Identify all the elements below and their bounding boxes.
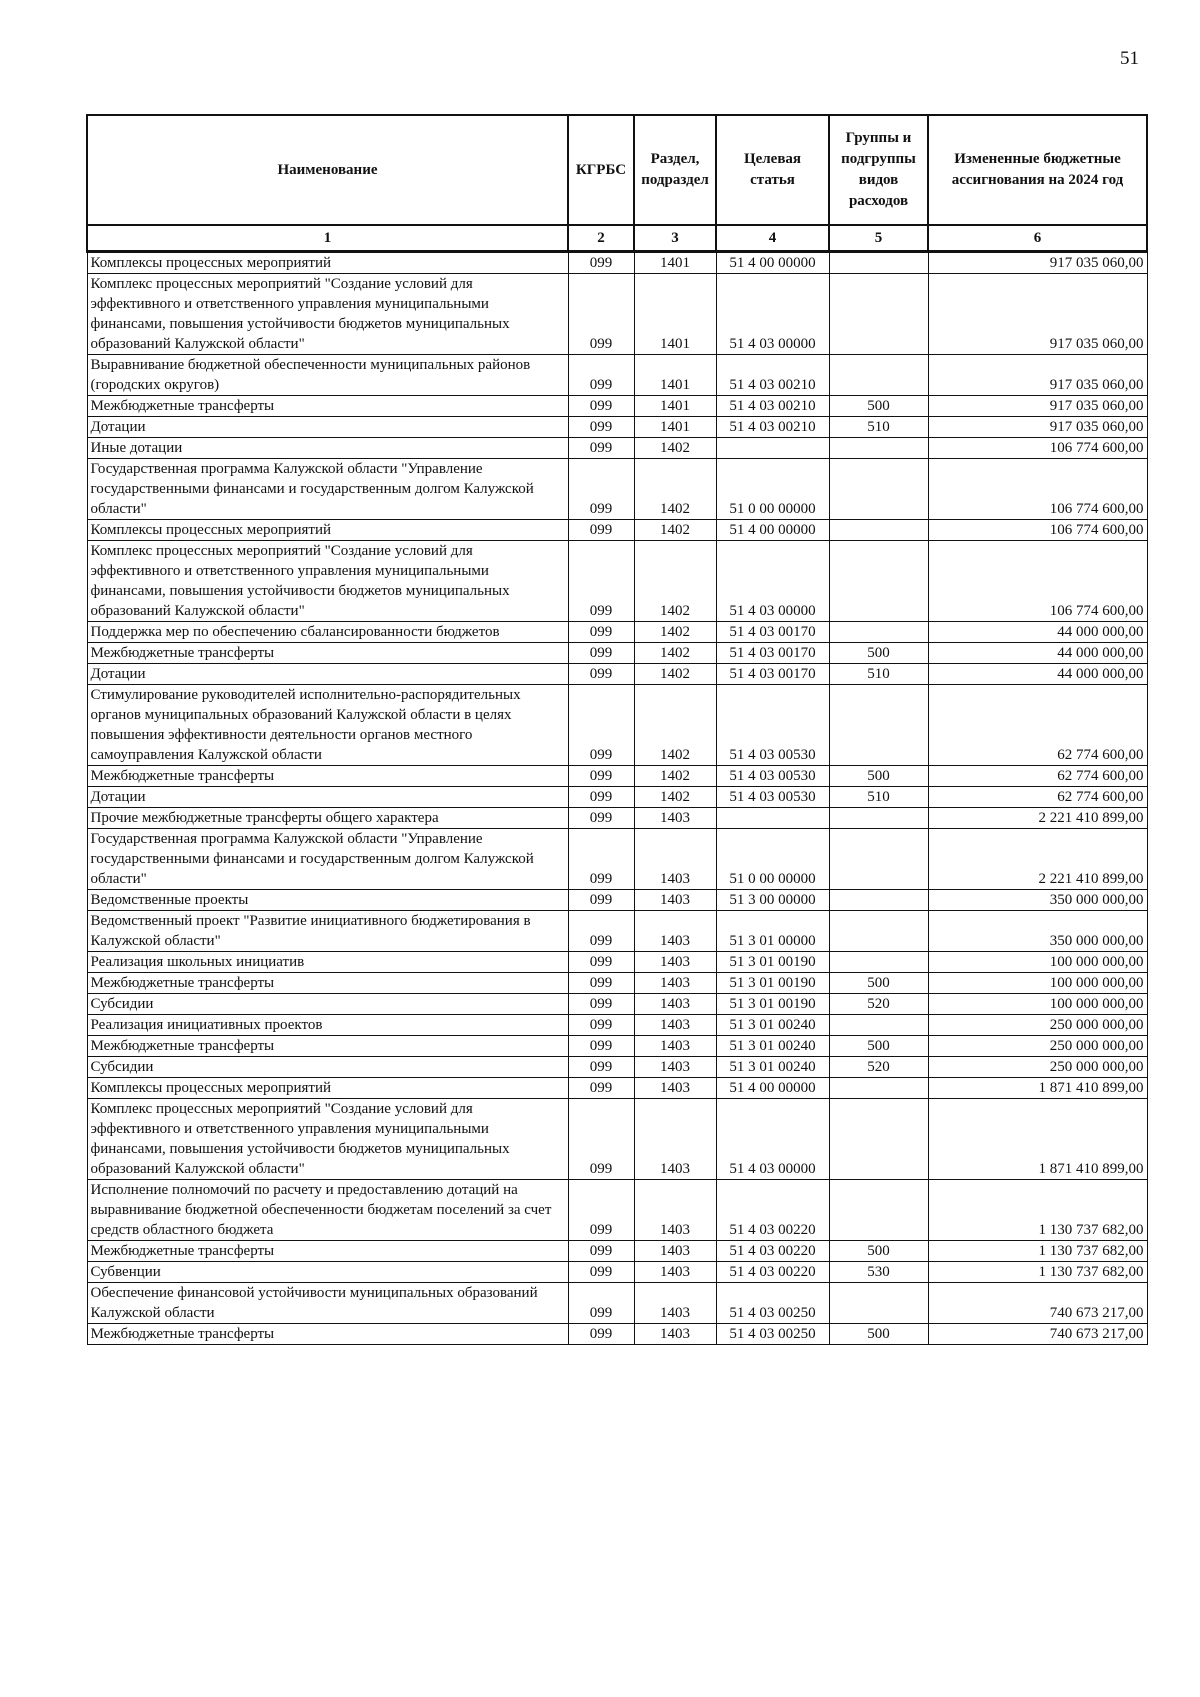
row-name: Дотации: [87, 787, 568, 808]
table-row: [87, 520, 1147, 541]
row-section: 1402: [634, 685, 716, 766]
row-kgrbs: 099: [568, 664, 634, 685]
row-target-article: 51 4 03 00210: [716, 396, 829, 417]
column-number: 3: [634, 225, 716, 252]
table-row: [87, 622, 1147, 643]
row-expense-type: 510: [829, 664, 928, 685]
row-amount: 62 774 600,00: [928, 787, 1147, 808]
row-amount: 100 000 000,00: [928, 952, 1147, 973]
row-section: 1403: [634, 911, 716, 952]
row-target-article: 51 4 00 00000: [716, 252, 829, 274]
row-kgrbs: 099: [568, 417, 634, 438]
row-target-article: 51 4 03 00530: [716, 787, 829, 808]
row-kgrbs: 099: [568, 274, 634, 355]
row-expense-type: [829, 520, 928, 541]
row-expense-type: [829, 911, 928, 952]
row-section: 1403: [634, 1324, 716, 1345]
row-section: 1402: [634, 459, 716, 520]
row-kgrbs: 099: [568, 787, 634, 808]
row-name: Стимулирование руководителей исполнительно-распорядительных органов муниципальных образований Калужской области в целях повышения эффективности деятельности органов местного самоуправления Калужской области: [87, 685, 568, 766]
row-amount: 350 000 000,00: [928, 890, 1147, 911]
row-kgrbs: 099: [568, 890, 634, 911]
row-name: Дотации: [87, 664, 568, 685]
row-kgrbs: 099: [568, 622, 634, 643]
row-expense-type: 520: [829, 1057, 928, 1078]
row-name: Субсидии: [87, 994, 568, 1015]
row-amount: 106 774 600,00: [928, 541, 1147, 622]
table-row: [87, 829, 1147, 890]
table-row: [87, 438, 1147, 459]
row-section: 1403: [634, 1241, 716, 1262]
row-kgrbs: 099: [568, 438, 634, 459]
row-target-article: 51 4 03 00210: [716, 417, 829, 438]
row-amount: 106 774 600,00: [928, 459, 1147, 520]
row-kgrbs: 099: [568, 1099, 634, 1180]
table-header: [87, 115, 1147, 252]
table-row: [87, 643, 1147, 664]
row-amount: 44 000 000,00: [928, 664, 1147, 685]
row-expense-type: 500: [829, 396, 928, 417]
column-number: 2: [568, 225, 634, 252]
row-amount: 2 221 410 899,00: [928, 808, 1147, 829]
row-name: Комплекс процессных мероприятий "Создание условий для эффективного и ответственного управления муниципальными финансами, повышения устойчивости бюджетов муниципальных образований Калужской области": [87, 274, 568, 355]
row-expense-type: [829, 808, 928, 829]
row-target-article: 51 4 03 00210: [716, 355, 829, 396]
row-kgrbs: 099: [568, 1324, 634, 1345]
budget-table: [86, 114, 1148, 1345]
page-number: 51: [1120, 48, 1139, 69]
table-row: [87, 541, 1147, 622]
row-expense-type: [829, 1078, 928, 1099]
row-target-article: 51 4 03 00170: [716, 643, 829, 664]
column-number: 5: [829, 225, 928, 252]
table-row: [87, 274, 1147, 355]
row-kgrbs: 099: [568, 1036, 634, 1057]
row-section: 1403: [634, 808, 716, 829]
row-amount: 250 000 000,00: [928, 1036, 1147, 1057]
row-section: 1403: [634, 1078, 716, 1099]
row-target-article: 51 4 03 00220: [716, 1262, 829, 1283]
row-expense-type: 500: [829, 766, 928, 787]
row-name: Выравнивание бюджетной обеспеченности муниципальных районов (городских округов): [87, 355, 568, 396]
row-section: 1403: [634, 1015, 716, 1036]
row-amount: 100 000 000,00: [928, 973, 1147, 994]
row-expense-type: [829, 685, 928, 766]
row-name: Исполнение полномочий по расчету и предоставлению дотаций на выравнивание бюджетной обеспеченности бюджетам поселений за счет средств областного бюджета: [87, 1180, 568, 1241]
row-kgrbs: 099: [568, 1078, 634, 1099]
row-target-article: 51 4 00 00000: [716, 520, 829, 541]
row-amount: 917 035 060,00: [928, 396, 1147, 417]
row-amount: 1 871 410 899,00: [928, 1078, 1147, 1099]
row-amount: 740 673 217,00: [928, 1283, 1147, 1324]
table-row: [87, 973, 1147, 994]
row-section: 1402: [634, 622, 716, 643]
row-expense-type: [829, 1099, 928, 1180]
row-section: 1403: [634, 829, 716, 890]
row-expense-type: 500: [829, 1036, 928, 1057]
row-name: Субсидии: [87, 1057, 568, 1078]
row-target-article: 51 4 03 00220: [716, 1180, 829, 1241]
row-name: Реализация школьных инициатив: [87, 952, 568, 973]
row-amount: 917 035 060,00: [928, 252, 1147, 274]
row-kgrbs: 099: [568, 994, 634, 1015]
row-expense-type: 510: [829, 417, 928, 438]
table-row: [87, 1015, 1147, 1036]
row-section: 1401: [634, 252, 716, 274]
row-name: Комплексы процессных мероприятий: [87, 1078, 568, 1099]
table-row: [87, 1036, 1147, 1057]
row-name: Межбюджетные трансферты: [87, 1324, 568, 1345]
row-kgrbs: 099: [568, 766, 634, 787]
row-target-article: 51 3 01 00190: [716, 994, 829, 1015]
header-section: Раздел, подраздел: [634, 115, 716, 225]
row-target-article: 51 3 01 00190: [716, 952, 829, 973]
row-expense-type: 500: [829, 1324, 928, 1345]
row-amount: 917 035 060,00: [928, 274, 1147, 355]
row-name: Межбюджетные трансферты: [87, 1036, 568, 1057]
row-target-article: 51 4 03 00170: [716, 622, 829, 643]
row-target-article: 51 4 03 00250: [716, 1283, 829, 1324]
row-name: Реализация инициативных проектов: [87, 1015, 568, 1036]
table-row: [87, 1324, 1147, 1345]
row-target-article: 51 4 03 00250: [716, 1324, 829, 1345]
row-kgrbs: 099: [568, 1180, 634, 1241]
header-target-article: Целевая статья: [716, 115, 829, 225]
header-expense-type: Группы и подгруппы видов расходов: [829, 115, 928, 225]
row-section: 1403: [634, 1099, 716, 1180]
row-amount: 350 000 000,00: [928, 911, 1147, 952]
row-expense-type: 530: [829, 1262, 928, 1283]
row-expense-type: 500: [829, 643, 928, 664]
row-kgrbs: 099: [568, 355, 634, 396]
header-appropriations: Измененные бюджетные ассигнования на 2024 год: [928, 115, 1147, 225]
table-row: [87, 1078, 1147, 1099]
row-section: 1402: [634, 643, 716, 664]
row-target-article: 51 3 01 00240: [716, 1036, 829, 1057]
row-kgrbs: 099: [568, 808, 634, 829]
row-kgrbs: 099: [568, 1262, 634, 1283]
row-amount: 62 774 600,00: [928, 685, 1147, 766]
row-kgrbs: 099: [568, 541, 634, 622]
row-section: 1403: [634, 973, 716, 994]
row-kgrbs: 099: [568, 952, 634, 973]
row-target-article: [716, 438, 829, 459]
row-name: Государственная программа Калужской области "Управление государственными финансами и государственным долгом Калужской области": [87, 829, 568, 890]
table-row: [87, 1262, 1147, 1283]
row-amount: 106 774 600,00: [928, 520, 1147, 541]
row-section: 1402: [634, 520, 716, 541]
row-name: Государственная программа Калужской области "Управление государственными финансами и государственным долгом Калужской области": [87, 459, 568, 520]
row-target-article: 51 0 00 00000: [716, 459, 829, 520]
row-section: 1403: [634, 1057, 716, 1078]
row-name: Ведомственные проекты: [87, 890, 568, 911]
row-section: 1403: [634, 994, 716, 1015]
row-expense-type: 510: [829, 787, 928, 808]
table-row: [87, 766, 1147, 787]
row-name: Дотации: [87, 417, 568, 438]
table-row: [87, 1283, 1147, 1324]
row-target-article: 51 3 01 00240: [716, 1015, 829, 1036]
row-name: Комплекс процессных мероприятий "Создание условий для эффективного и ответственного управления муниципальными финансами, повышения устойчивости бюджетов муниципальных образований Калужской области": [87, 1099, 568, 1180]
row-section: 1403: [634, 890, 716, 911]
table-row: [87, 890, 1147, 911]
table-row: [87, 1241, 1147, 1262]
row-expense-type: [829, 541, 928, 622]
row-amount: 62 774 600,00: [928, 766, 1147, 787]
row-amount: 1 871 410 899,00: [928, 1099, 1147, 1180]
row-kgrbs: 099: [568, 459, 634, 520]
row-amount: 917 035 060,00: [928, 355, 1147, 396]
row-name: Поддержка мер по обеспечению сбалансированности бюджетов: [87, 622, 568, 643]
row-expense-type: [829, 274, 928, 355]
row-name: Межбюджетные трансферты: [87, 973, 568, 994]
row-expense-type: [829, 355, 928, 396]
table-row: [87, 787, 1147, 808]
row-name: Межбюджетные трансферты: [87, 396, 568, 417]
row-kgrbs: 099: [568, 685, 634, 766]
row-section: 1401: [634, 396, 716, 417]
row-target-article: 51 3 01 00000: [716, 911, 829, 952]
row-name: Прочие межбюджетные трансферты общего характера: [87, 808, 568, 829]
row-amount: 250 000 000,00: [928, 1057, 1147, 1078]
row-target-article: 51 4 03 00220: [716, 1241, 829, 1262]
row-target-article: 51 3 00 00000: [716, 890, 829, 911]
row-section: 1402: [634, 787, 716, 808]
table-row: [87, 994, 1147, 1015]
table-row: [87, 459, 1147, 520]
row-name: Комплексы процессных мероприятий: [87, 252, 568, 274]
row-amount: 917 035 060,00: [928, 417, 1147, 438]
row-amount: 44 000 000,00: [928, 622, 1147, 643]
row-amount: 1 130 737 682,00: [928, 1180, 1147, 1241]
row-target-article: 51 3 01 00190: [716, 973, 829, 994]
row-target-article: 51 4 03 00000: [716, 541, 829, 622]
row-target-article: 51 0 00 00000: [716, 829, 829, 890]
row-target-article: 51 4 03 00000: [716, 274, 829, 355]
row-kgrbs: 099: [568, 829, 634, 890]
row-section: 1402: [634, 438, 716, 459]
row-section: 1402: [634, 766, 716, 787]
table-row: [87, 1099, 1147, 1180]
row-section: 1401: [634, 274, 716, 355]
row-name: Ведомственный проект "Развитие инициативного бюджетирования в Калужской области": [87, 911, 568, 952]
row-expense-type: [829, 1015, 928, 1036]
row-amount: 106 774 600,00: [928, 438, 1147, 459]
row-section: 1401: [634, 417, 716, 438]
row-kgrbs: 099: [568, 520, 634, 541]
row-target-article: 51 4 03 00530: [716, 766, 829, 787]
row-section: 1402: [634, 664, 716, 685]
table-row: [87, 396, 1147, 417]
row-expense-type: [829, 952, 928, 973]
row-section: 1403: [634, 1262, 716, 1283]
column-number: 4: [716, 225, 829, 252]
table-row: [87, 685, 1147, 766]
row-kgrbs: 099: [568, 1015, 634, 1036]
header-kgrbs: КГРБС: [568, 115, 634, 225]
row-target-article: 51 4 03 00530: [716, 685, 829, 766]
table-row: [87, 355, 1147, 396]
row-expense-type: 500: [829, 1241, 928, 1262]
row-amount: 44 000 000,00: [928, 643, 1147, 664]
row-kgrbs: 099: [568, 396, 634, 417]
row-section: 1403: [634, 1180, 716, 1241]
row-section: 1403: [634, 952, 716, 973]
row-target-article: 51 3 01 00240: [716, 1057, 829, 1078]
row-kgrbs: 099: [568, 973, 634, 994]
row-expense-type: [829, 252, 928, 274]
row-amount: 2 221 410 899,00: [928, 829, 1147, 890]
row-amount: 1 130 737 682,00: [928, 1241, 1147, 1262]
table-row: [87, 664, 1147, 685]
row-name: Субвенции: [87, 1262, 568, 1283]
table-row: [87, 911, 1147, 952]
row-name: Комплекс процессных мероприятий "Создание условий для эффективного и ответственного управления муниципальными финансами, повышения устойчивости бюджетов муниципальных образований Калужской области": [87, 541, 568, 622]
row-name: Межбюджетные трансферты: [87, 1241, 568, 1262]
row-name: Иные дотации: [87, 438, 568, 459]
row-target-article: [716, 808, 829, 829]
table-row: [87, 252, 1147, 274]
row-amount: 740 673 217,00: [928, 1324, 1147, 1345]
table-row: [87, 808, 1147, 829]
row-target-article: 51 4 00 00000: [716, 1078, 829, 1099]
row-section: 1401: [634, 355, 716, 396]
row-kgrbs: 099: [568, 1057, 634, 1078]
table-row: [87, 417, 1147, 438]
table-row: [87, 1180, 1147, 1241]
row-expense-type: [829, 622, 928, 643]
row-target-article: 51 4 03 00170: [716, 664, 829, 685]
row-kgrbs: 099: [568, 1283, 634, 1324]
row-name: Обеспечение финансовой устойчивости муниципальных образований Калужской области: [87, 1283, 568, 1324]
row-kgrbs: 099: [568, 1241, 634, 1262]
row-name: Комплексы процессных мероприятий: [87, 520, 568, 541]
table-row: [87, 952, 1147, 973]
row-section: 1403: [634, 1036, 716, 1057]
row-expense-type: [829, 829, 928, 890]
row-expense-type: 500: [829, 973, 928, 994]
row-section: 1403: [634, 1283, 716, 1324]
row-expense-type: [829, 1283, 928, 1324]
row-amount: 250 000 000,00: [928, 1015, 1147, 1036]
row-expense-type: [829, 459, 928, 520]
row-expense-type: [829, 438, 928, 459]
row-expense-type: [829, 890, 928, 911]
row-expense-type: 520: [829, 994, 928, 1015]
header-name: Наименование: [87, 115, 568, 225]
table-body: [87, 252, 1147, 1345]
row-amount: 100 000 000,00: [928, 994, 1147, 1015]
row-kgrbs: 099: [568, 643, 634, 664]
row-kgrbs: 099: [568, 252, 634, 274]
row-target-article: 51 4 03 00000: [716, 1099, 829, 1180]
table-row: [87, 1057, 1147, 1078]
column-number: 6: [928, 225, 1147, 252]
row-name: Межбюджетные трансферты: [87, 643, 568, 664]
row-section: 1402: [634, 541, 716, 622]
row-kgrbs: 099: [568, 911, 634, 952]
row-amount: 1 130 737 682,00: [928, 1262, 1147, 1283]
row-name: Межбюджетные трансферты: [87, 766, 568, 787]
row-expense-type: [829, 1180, 928, 1241]
column-number: 1: [87, 225, 568, 252]
